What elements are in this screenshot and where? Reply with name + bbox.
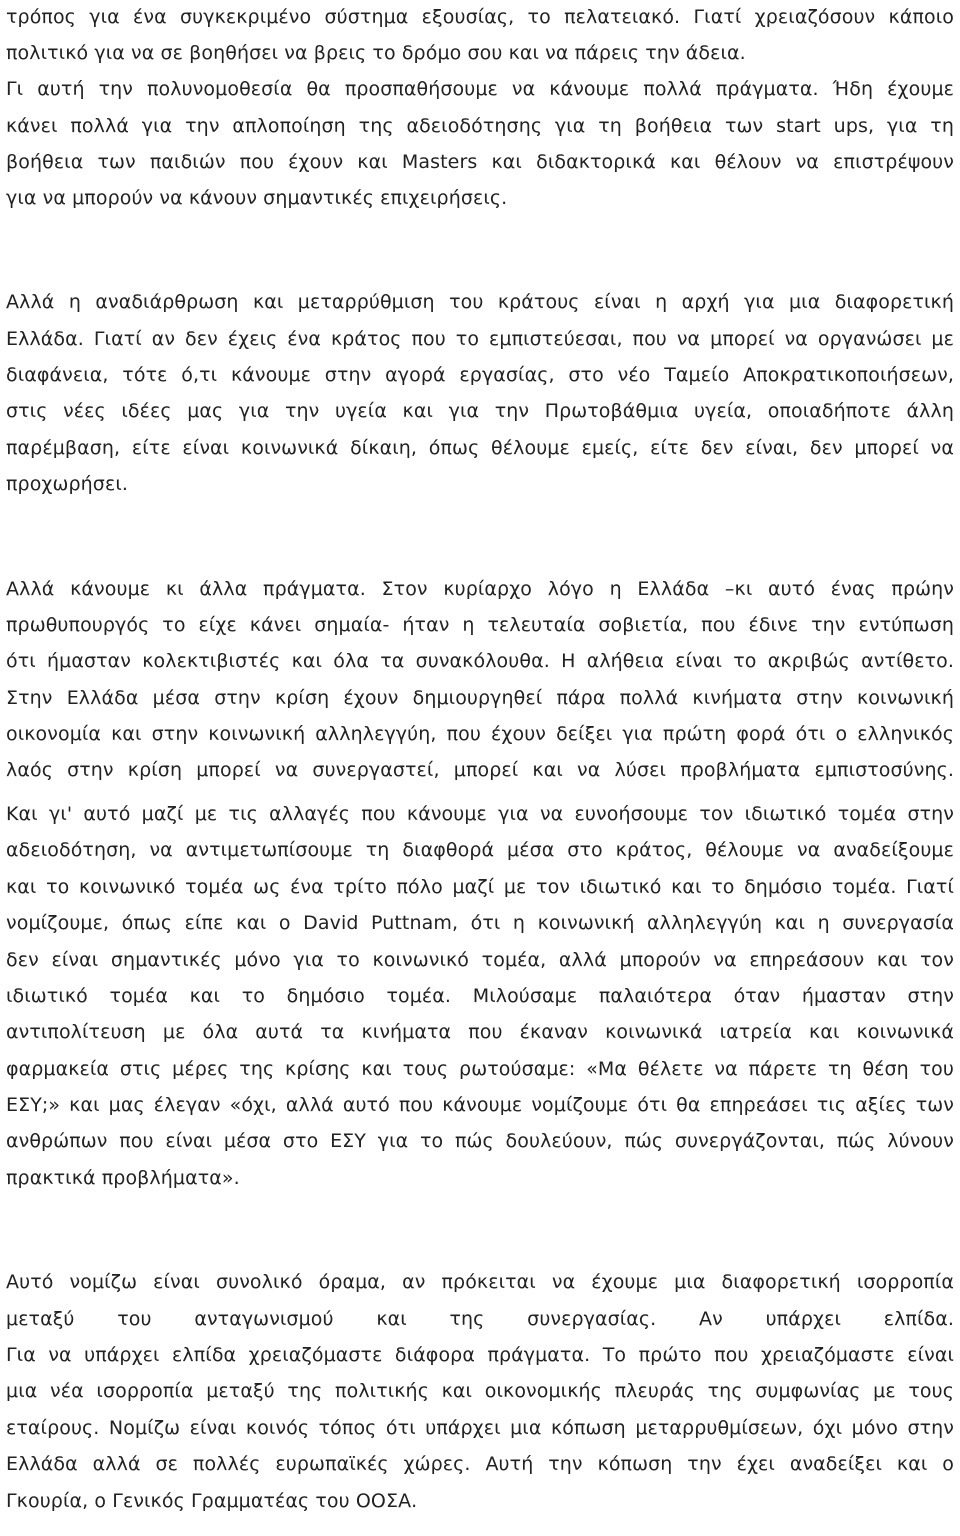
text-line: ανθρώπων που είναι μέσα στο ΕΣΥ για το πώς δουλεύουν, πώς συνεργάζονται, πώς λύνουν (6, 1130, 954, 1152)
text-line: νομίζουμε, όπως είπε και ο David Puttnam, ότι η κοινωνική αλληλεγγύη και η συνεργασία (6, 912, 954, 934)
text-line: Ελλάδα αλλά σε πολλές ευρωπαϊκές χώρες. Αυτή την κόπωση την έχει αναδείξει και ο (6, 1453, 954, 1475)
text-line: πρωθυπουργός το είχε κάνει σημαία- ήταν η τελευταία σοβιετία, που έδινε την εντύπωση (6, 614, 954, 636)
text-line: Αυτό νομίζω είναι συνολικό όραμα, αν πρόκειται να έχουμε μια διαφορετική ισορροπία (6, 1271, 954, 1293)
text-line: παρέμβαση, είτε είναι κοινωνικά δίκαιη, όπως θέλουμε εμείς, είτε δεν είναι, δεν μπορεί να (6, 437, 954, 459)
text-line: λαός στην κρίση μπορεί να συνεργαστεί, μπορεί και να λύσει προβλήματα εμπιστοσύνης. (6, 759, 954, 781)
text-line: διαφάνεια, τότε ό,τι κάνουμε στην αγορά εργασίας, στο νέο Ταμείο Αποκρατικοποιήσεων, (6, 364, 954, 386)
text-line: προχωρήσει. (6, 473, 128, 495)
text-line: μια νέα ισορροπία μεταξύ της πολιτικής και οικονομικής πλευράς της συμφωνίας με τους (6, 1380, 954, 1402)
text-line: μεταξύ του ανταγωνισμού και της συνεργασίας. Αν υπάρχει ελπίδα. (6, 1308, 954, 1330)
text-line: ιδιωτικό τομέα και το δημόσιο τομέα. Μιλούσαμε παλαιότερα όταν ήμασταν στην (6, 985, 954, 1007)
text-line: δεν είναι σημαντικές μόνο για το κοινωνικό τομέα, αλλά μπορούν να επηρεάσουν και τον (6, 949, 954, 971)
text-line: φαρμακεία στις μέρες της κρίσης και τους ρωτούσαμε: «Μα θέλετε να πάρετε τη θέση του (6, 1058, 954, 1080)
text-line: και το κοινωνικό τομέα ως ένα τρίτο πόλο μαζί με τον ιδιωτικό και το δημόσιο τομέα. Γιατί (6, 876, 954, 898)
text-line: ότι ήμασταν κολεκτιβιστές και όλα τα συνακόλουθα. Η αλήθεια είναι το ακριβώς αντίθετο. (6, 650, 954, 672)
text-line: κάνει πολλά για την απλοποίηση της αδειοδότησης για τη βοήθεια των start ups, για τη (6, 115, 954, 137)
text-line: βοήθεια των παιδιών που έχουν και Masters και διδακτορικά και θέλουν να επιστρέψουν (6, 151, 954, 173)
text-line: στις νέες ιδέες μας για την υγεία και για την Πρωτοβάθμια υγεία, οποιαδήποτε άλλη (6, 400, 954, 422)
text-line: για να μπορούν να κάνουν σημαντικές επιχειρήσεις. (6, 187, 508, 209)
text-line: τρόπος για ένα συγκεκριμένο σύστημα εξουσίας, το πελατειακό. Γιατί χρειαζόσουν κάποιο (6, 6, 954, 28)
text-line: Αλλά κάνουμε κι άλλα πράγματα. Στον κυρίαρχο λόγο η Ελλάδα –κι αυτό ένας πρώην (6, 578, 954, 600)
text-line: Και γι' αυτό μαζί με τις αλλαγές που κάνουμε για να ευνοήσουμε τον ιδιωτικό τομέα στην (6, 803, 954, 825)
text-line: πολιτικό για να σε βοηθήσει να βρεις το δρόμο σου και να πάρεις την άδεια. (6, 42, 746, 64)
text-line: Γι αυτή την πολυνομοθεσία θα προσπαθήσουμε να κάνουμε πολλά πράγματα. Ήδη έχουμε (6, 78, 954, 100)
text-line: οικονομία και στην κοινωνική αλληλεγγύη, που έχουν δείξει για πρώτη φορά ότι ο ελληνικός (6, 723, 954, 745)
text-line: αδειοδότηση, να αντιμετωπίσουμε τη διαφθορά μέσα στο κράτος, θέλουμε να αναδείξουμε (6, 839, 954, 861)
text-line: αντιπολίτευση με όλα αυτά τα κινήματα που έκαναν κοινωνικά ιατρεία και κοινωνικά (6, 1021, 954, 1043)
text-line: πρακτικά προβλήματα». (6, 1167, 240, 1189)
text-line: Για να υπάρχει ελπίδα χρειαζόμαστε διάφορα πράγματα. Το πρώτο που χρειαζόμαστε είναι (6, 1344, 954, 1366)
text-line: εταίρους. Νομίζω είναι κοινός τόπος ότι υπάρχει μια κόπωση μεταρρυθμίσεων, όχι μόνο στην (6, 1417, 954, 1439)
text-line: Ελλάδα. Γιατί αν δεν έχεις ένα κράτος που το εμπιστεύεσαι, που να μπορεί να οργανώσει με (6, 328, 954, 350)
text-line: Αλλά η αναδιάρθρωση και μεταρρύθμιση του κράτους είναι η αρχή για μια διαφορετική (6, 291, 954, 313)
text-line: ΕΣΥ;» και μας έλεγαν «όχι, αλλά αυτό που κάνουμε νομίζουμε ότι θα επηρεάσει τις αξίες των (6, 1094, 954, 1116)
text-line: Στην Ελλάδα μέσα στην κρίση έχουν δημιουργηθεί πάρα πολλά κινήματα στην κοινωνική (6, 687, 954, 709)
text-line: Γκουρία, ο Γενικός Γραμματέας του ΟΟΣΑ. (6, 1490, 418, 1512)
